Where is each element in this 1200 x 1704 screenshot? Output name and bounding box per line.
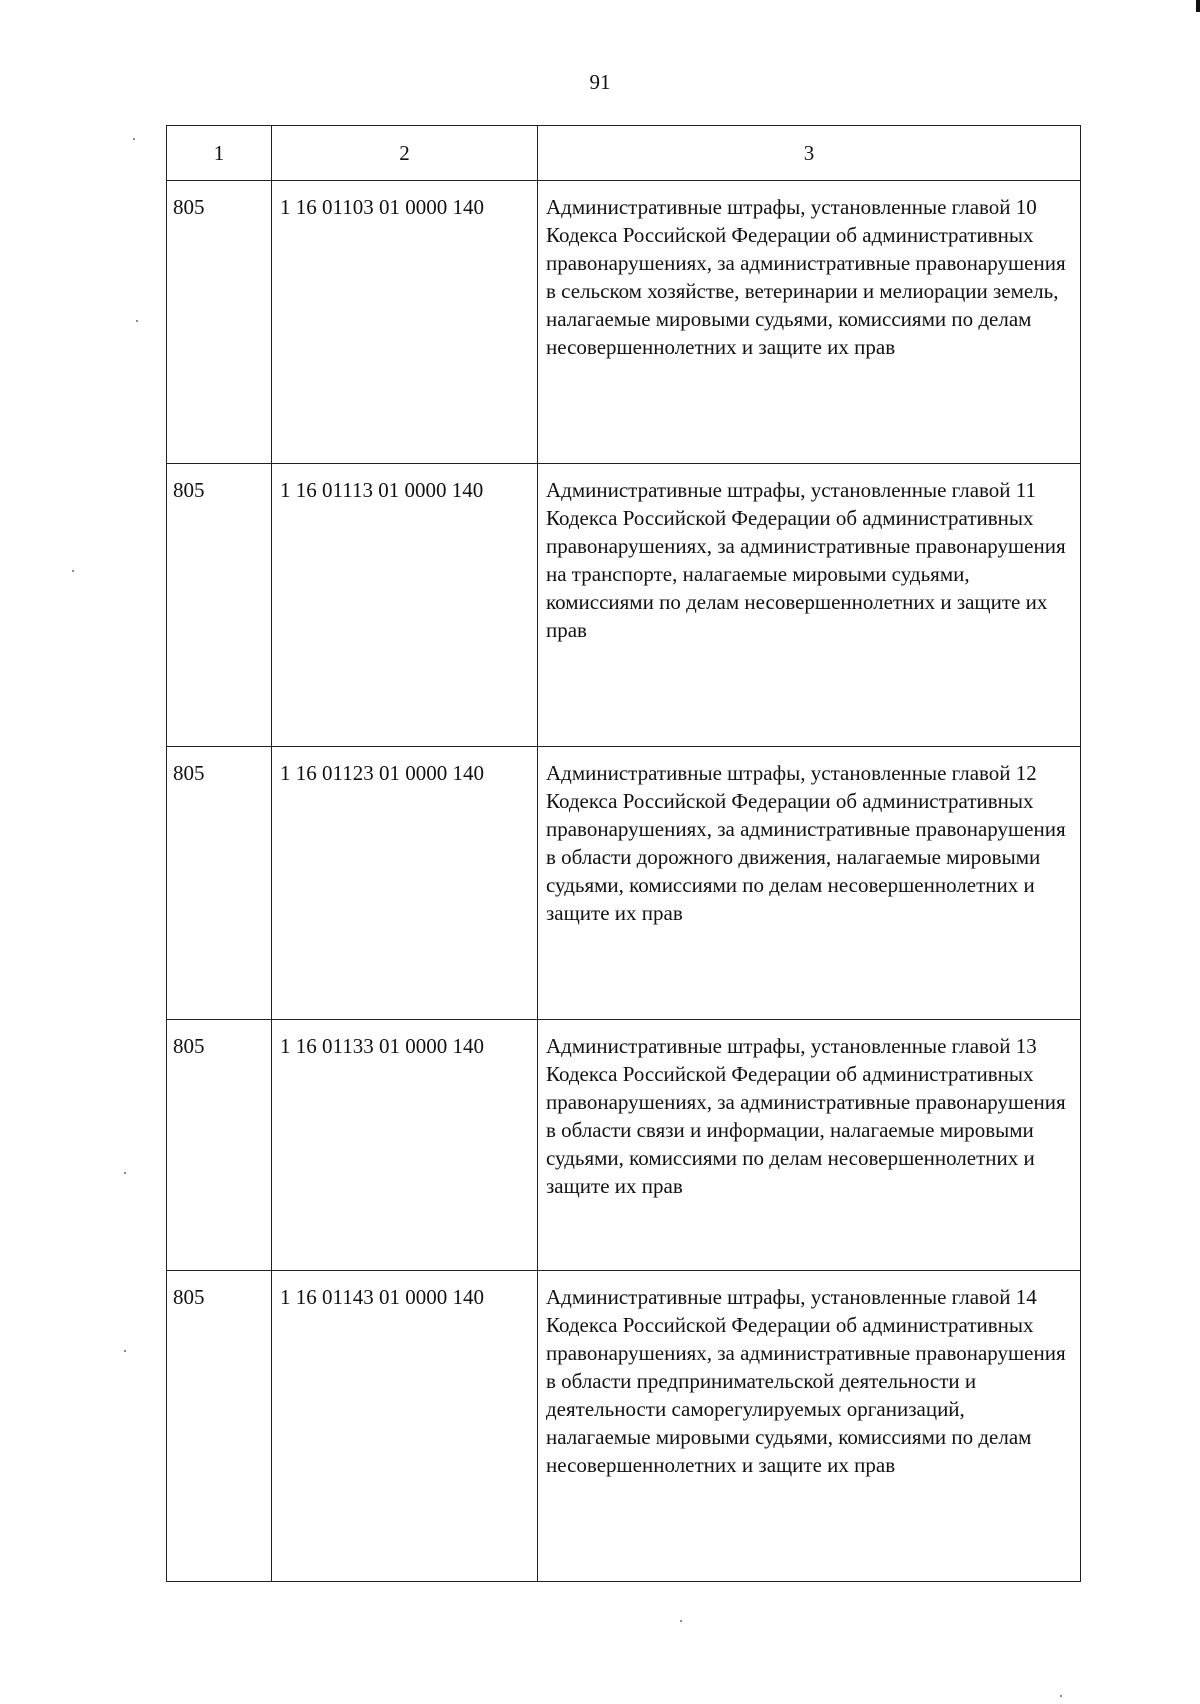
description-cell: Административные штрафы, установленные главой 13 Кодекса Российской Федерации об административных правонарушениях, за административные правонарушения в области связи и информации, налагаемые мировыми судьями, комиссиями по делам несовершеннолетних и защите их прав xyxy=(538,1020,1081,1271)
scan-speck xyxy=(133,138,135,140)
table-row xyxy=(167,181,1081,464)
admin-code-cell: 805 xyxy=(167,1271,272,1582)
budget-codes-table xyxy=(166,125,1081,1582)
description-cell: Административные штрафы, установленные главой 10 Кодекса Российской Федерации об административных правонарушениях, за административные правонарушения в сельском хозяйстве, ветеринарии и мелиорации земель, налагаемые мировыми судьями, комиссиями по делам несовершеннолетних и защите их прав xyxy=(538,181,1081,464)
page-number: 91 xyxy=(589,70,611,94)
scan-speck xyxy=(124,1350,126,1352)
description-cell: Административные штрафы, установленные главой 12 Кодекса Российской Федерации об административных правонарушениях, за административные правонарушения в области дорожного движения, налагаемые мировыми судьями, комиссиями по делам несовершеннолетних и защите их прав xyxy=(538,747,1081,1020)
description-cell: Административные штрафы, установленные главой 11 Кодекса Российской Федерации об административных правонарушениях, за административные правонарушения на транспорте, налагаемые мировыми судьями, комиссиями по делам несовершеннолетних и защите их прав xyxy=(538,464,1081,747)
header-col-3: 3 xyxy=(538,126,1081,181)
admin-code-cell: 805 xyxy=(167,747,272,1020)
admin-code-cell: 805 xyxy=(167,464,272,747)
table-header-row xyxy=(167,126,1081,181)
scan-speck xyxy=(72,570,74,572)
scan-edge-mark xyxy=(1196,0,1200,12)
header-col-1: 1 xyxy=(167,126,272,181)
budget-code-cell: 1 16 01133 01 0000 140 xyxy=(272,1020,538,1271)
budget-code-cell: 1 16 01123 01 0000 140 xyxy=(272,747,538,1020)
table-row xyxy=(167,1020,1081,1271)
budget-code-cell: 1 16 01143 01 0000 140 xyxy=(272,1271,538,1582)
budget-code-cell: 1 16 01103 01 0000 140 xyxy=(272,181,538,464)
scan-speck xyxy=(680,1620,682,1622)
admin-code-cell: 805 xyxy=(167,1020,272,1271)
table-row xyxy=(167,464,1081,747)
table-row xyxy=(167,747,1081,1020)
scan-speck xyxy=(1060,1695,1062,1697)
document-table-container xyxy=(166,125,1081,1582)
admin-code-cell: 805 xyxy=(167,181,272,464)
scan-speck xyxy=(136,320,138,322)
table-row xyxy=(167,1271,1081,1582)
description-cell: Административные штрафы, установленные главой 14 Кодекса Российской Федерации об административных правонарушениях, за административные правонарушения в области предпринимательской деятельности и деятельности саморегулируемых организаций, налагаемые мировыми судьями, комиссиями по делам несовершеннолетних и защите их прав xyxy=(538,1271,1081,1582)
header-col-2: 2 xyxy=(272,126,538,181)
scan-speck xyxy=(124,1172,126,1174)
budget-code-cell: 1 16 01113 01 0000 140 xyxy=(272,464,538,747)
